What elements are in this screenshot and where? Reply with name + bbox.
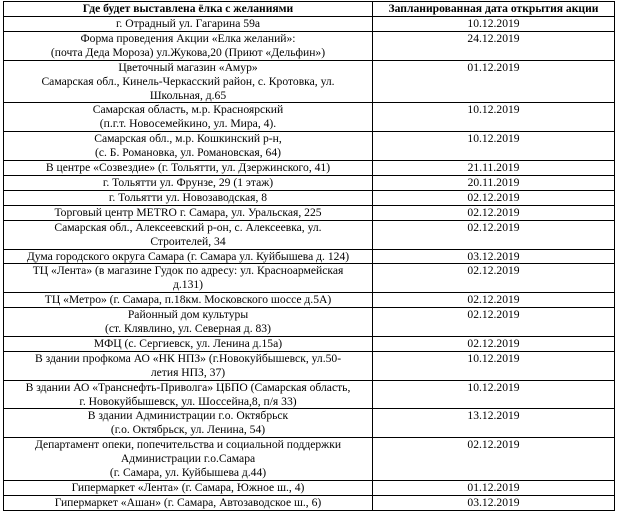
opening-date-cell: 10.12.2019 <box>373 351 615 380</box>
table-row <box>4 293 615 308</box>
location-cell <box>4 31 373 60</box>
table-row <box>4 31 615 60</box>
location-cell <box>4 481 373 496</box>
opening-date-cell: 01.12.2019 <box>373 481 615 496</box>
location-text-line: ТЦ «Метро» (г. Самара, п.18км. Московского шоссе д.5А) <box>44 293 332 307</box>
location-cell <box>4 161 373 176</box>
location-text-line: Дума городского округа Самара (г. Самара ул. Куйбышева д. 124) <box>26 249 350 263</box>
location-text-line: В здании АО «Транснефть-Приволга» ЦБПО (Самарская область, <box>25 380 351 394</box>
location-text-line: МФЦ (с. Сергиевск, ул. Ленина д.15а) <box>93 336 283 350</box>
location-text-line: (г.о. Октябрьск, ул. Ленина, 54) <box>110 423 266 437</box>
location-text-line: Самарская область, м.р. Красноярский <box>92 103 284 117</box>
table-row <box>4 17 615 32</box>
location-cell <box>4 336 373 351</box>
location-text-line: Торговый центр METRO г. Самара, ул. Уральская, 225 <box>54 205 322 219</box>
table-body <box>4 17 615 511</box>
location-text-line: Администрации г.о.Самара <box>120 452 256 466</box>
table-row <box>4 60 615 103</box>
table-row <box>4 220 615 249</box>
table-row <box>4 264 615 293</box>
location-cell <box>4 293 373 308</box>
location-text-line: Гипермаркет «Лента» (г. Самара, Южное ш., 4) <box>71 481 305 494</box>
table-row <box>4 205 615 220</box>
opening-date-cell: 02.12.2019 <box>373 336 615 351</box>
location-text-line: В здании Администрации г.о. Октябрьск <box>87 409 289 423</box>
opening-date-cell: 02.12.2019 <box>373 438 615 481</box>
table-row <box>4 308 615 337</box>
opening-date-cell: 02.12.2019 <box>373 190 615 205</box>
opening-date-cell: 13.12.2019 <box>373 409 615 438</box>
location-text-line: Форма проведения Акции «Елка желаний»: <box>80 31 296 45</box>
opening-date-cell: 03.12.2019 <box>373 249 615 264</box>
location-text-line: Самарская обл., Алексеевский р-он, с. Алексеевка, ул. <box>54 220 322 234</box>
location-text-line: г. Тольятти ул. Фрунзе, 29 (1 этаж) <box>102 175 274 189</box>
location-text-line: Гипермаркет «Ашан» (г. Самара, Автозаводское ш., 6) <box>54 495 322 509</box>
table-row <box>4 481 615 496</box>
location-text-line: (п.г.т. Новосемейкино, ул. Мира, 4). <box>99 117 277 131</box>
location-text-line: В здании профкома АО «НК НПЗ» (г.Новокуйбышевск, ул.50- <box>34 351 342 365</box>
table-row <box>4 175 615 190</box>
column-header-date: Запланированная дата открытия акции <box>373 2 615 17</box>
location-cell <box>4 17 373 32</box>
location-text-line: (г. Самара, ул. Куйбышева д.44) <box>109 466 267 480</box>
location-cell <box>4 438 373 481</box>
table-row <box>4 336 615 351</box>
location-text-line: Районный дом культуры <box>127 308 249 322</box>
opening-date-cell: 21.11.2019 <box>373 161 615 176</box>
location-cell <box>4 175 373 190</box>
opening-date-cell: 20.11.2019 <box>373 175 615 190</box>
location-cell <box>4 351 373 380</box>
location-text-line: Школьная, д.65 <box>149 88 227 102</box>
location-text-line: Самарская обл., м.р. Кошкинский р-н, <box>94 132 282 146</box>
table-row <box>4 190 615 205</box>
location-cell <box>4 380 373 409</box>
opening-date-cell: 01.12.2019 <box>373 60 615 103</box>
location-text-line: В центре «Созвездие» (г. Тольятти, ул. Дзержинского, 41) <box>45 161 331 175</box>
opening-date-cell: 24.12.2019 <box>373 31 615 60</box>
location-cell <box>4 220 373 249</box>
table-row <box>4 409 615 438</box>
location-cell <box>4 190 373 205</box>
location-cell <box>4 132 373 161</box>
christmas-tree-locations-table <box>3 1 615 511</box>
location-cell <box>4 103 373 132</box>
table-row <box>4 161 615 176</box>
table-row <box>4 132 615 161</box>
location-text-line: (ст. Клявлино, ул. Северная д. 83) <box>105 322 271 336</box>
opening-date-cell: 02.12.2019 <box>373 205 615 220</box>
table-row <box>4 380 615 409</box>
table-row <box>4 351 615 380</box>
location-text-line: (почта Деда Мороза) ул.Жукова,20 (Приют «Дельфин») <box>50 45 326 59</box>
location-text-line: г. Новокуйбышевск, ул. Шоссейна,8, п/я 33) <box>79 394 297 408</box>
location-text-line: (с. Б. Романовка, ул. Романовская, 64) <box>94 146 282 160</box>
location-text-line: Департамент опеки, попечительства и социальной поддержки <box>34 438 342 452</box>
location-text-line: Цветочный магазин «Амур» <box>118 60 258 74</box>
opening-date-cell: 02.12.2019 <box>373 220 615 249</box>
location-text-line: г. Отрадный ул. Гагарина 59а <box>115 17 261 30</box>
location-text-line: ТЦ «Лента» (в магазине Гудок по адресу: ул. Красноармейская <box>32 264 344 278</box>
table-header-row <box>4 2 615 17</box>
location-text-line: Самарская обл., Кинель-Черкасский район, с. Кротовка, ул. <box>41 74 335 88</box>
location-text-line: г. Тольятти ул. Новозаводская, 8 <box>108 190 268 204</box>
opening-date-cell: 02.12.2019 <box>373 308 615 337</box>
location-text-line: летия НПЗ, 37) <box>150 365 226 379</box>
opening-date-cell: 03.12.2019 <box>373 495 615 510</box>
table-row <box>4 249 615 264</box>
table-row <box>4 438 615 481</box>
location-cell <box>4 205 373 220</box>
location-text-line: д.131) <box>172 278 204 292</box>
opening-date-cell: 10.12.2019 <box>373 103 615 132</box>
opening-date-cell: 10.12.2019 <box>373 380 615 409</box>
opening-date-cell: 02.12.2019 <box>373 293 615 308</box>
location-cell <box>4 308 373 337</box>
location-cell <box>4 249 373 264</box>
column-header-place: Где будет выставлена ёлка с желаниями <box>4 2 373 17</box>
location-cell <box>4 264 373 293</box>
table-row <box>4 495 615 510</box>
opening-date-cell: 10.12.2019 <box>373 132 615 161</box>
location-cell <box>4 495 373 510</box>
location-cell <box>4 60 373 103</box>
opening-date-cell: 10.12.2019 <box>373 17 615 32</box>
table-row <box>4 103 615 132</box>
opening-date-cell: 02.12.2019 <box>373 264 615 293</box>
location-cell <box>4 409 373 438</box>
location-text-line: Строителей, 34 <box>150 234 226 248</box>
